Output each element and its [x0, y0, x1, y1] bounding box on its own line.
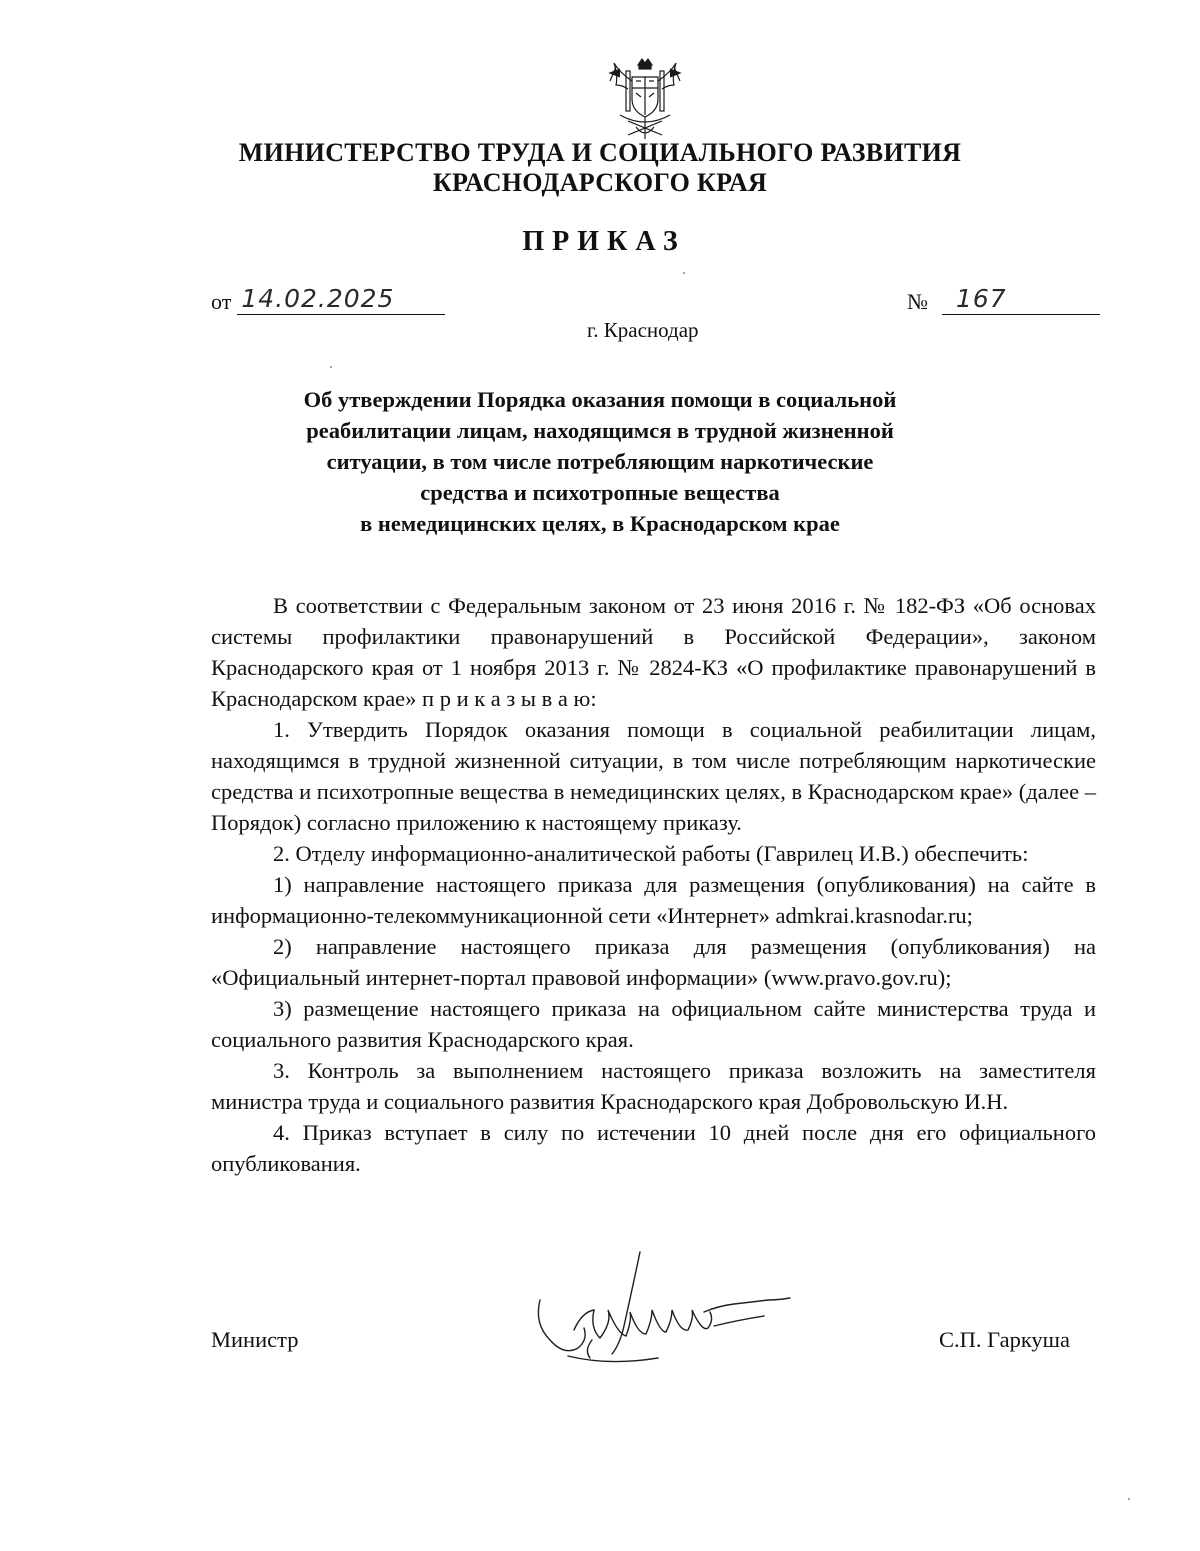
order-body	[211, 590, 1096, 1179]
clause-paragraph: 2. Отделу информационно-аналитической работы (Гаврилец И.В.) обеспечить:	[273, 841, 1029, 866]
clause-paragraph: 4. Приказ вступает в силу по истечении 10 дней после дня его официального опубликования.	[211, 1120, 1096, 1176]
ministry-line-2: КРАСНОДАРСКОГО КРАЯ	[432, 168, 768, 197]
signatory-role: Министр	[211, 1327, 299, 1352]
clause-paragraph: 1. Утвердить Порядок оказания помощи в социальной реабилитации лицам, находящимся в трудной жизненной ситуации, в том числе потребляющим наркотические средства и психотропные вещества в немедицинских целях, в Краснодарском крае» (далее – Порядок) согласно приложению к настоящему приказу.	[211, 717, 1096, 835]
subject-line: реабилитации лицам, находящимся в трудной жизненной	[306, 418, 894, 443]
preamble-paragraph: В соответствии с Федеральным законом от 23 июня 2016 г. № 182-ФЗ «Об основах системы профилактики правонарушений в Российской Федерации», законом Краснодарского края от 1 ноября 2013 г. № 2824-КЗ «О профилактике правонарушений в Краснодарском крае» п р и к а з ы в а ю:	[211, 593, 1096, 711]
sub-clause-paragraph: 3) размещение настоящего приказа на официальном сайте министерства труда и социального развития Краснодарского края.	[211, 996, 1096, 1052]
clause-paragraph: 3. Контроль за выполнением настоящего приказа возложить на заместителя министра труда и социального развития Краснодарского края Добровольскую И.Н.	[211, 1058, 1096, 1114]
subject-line: ситуации, в том числе потребляющим наркотические	[326, 449, 874, 474]
ministry-header	[0, 138, 1200, 198]
sub-clause-paragraph: 1) направление настоящего приказа для размещения (опубликования) на сайте в информационно-телекоммуникационной сети «Интернет» admkrai.krasnodar.ru;	[211, 872, 1096, 928]
subject-line: Об утверждении Порядка оказания помощи в социальной	[303, 387, 897, 412]
sub-clause-paragraph: 2) направление настоящего приказа для размещения (опубликования) на «Официальный интернет-портал правовой информации» (www.pravo.gov.ru);	[211, 934, 1096, 990]
date-prefix: от	[211, 289, 232, 314]
order-date-row	[211, 284, 445, 315]
order-subject	[260, 384, 940, 539]
order-title: ПРИКАЗ	[522, 226, 686, 257]
city-name: г. Краснодар	[587, 318, 699, 342]
date-underline	[237, 284, 445, 315]
coat-of-arms-icon	[606, 55, 684, 141]
order-number-row	[907, 284, 1100, 315]
subject-line: средства и психотропные вещества	[420, 480, 780, 505]
scan-speck	[683, 272, 685, 274]
number-prefix: №	[907, 289, 928, 314]
handwritten-signature-icon	[528, 1240, 798, 1380]
ministry-line-1: МИНИСТЕРСТВО ТРУДА И СОЦИАЛЬНОГО РАЗВИТИЯ	[238, 138, 962, 167]
subject-line: в немедицинских целях, в Краснодарском крае	[360, 511, 840, 536]
order-number-handwritten: 167	[956, 284, 1007, 313]
signatory-name: С.П. Гаркуша	[939, 1327, 1070, 1352]
number-underline	[942, 284, 1100, 315]
scan-speck	[330, 366, 332, 368]
scan-speck	[1128, 1498, 1130, 1500]
order-date-handwritten: 14.02.2025	[241, 284, 395, 313]
